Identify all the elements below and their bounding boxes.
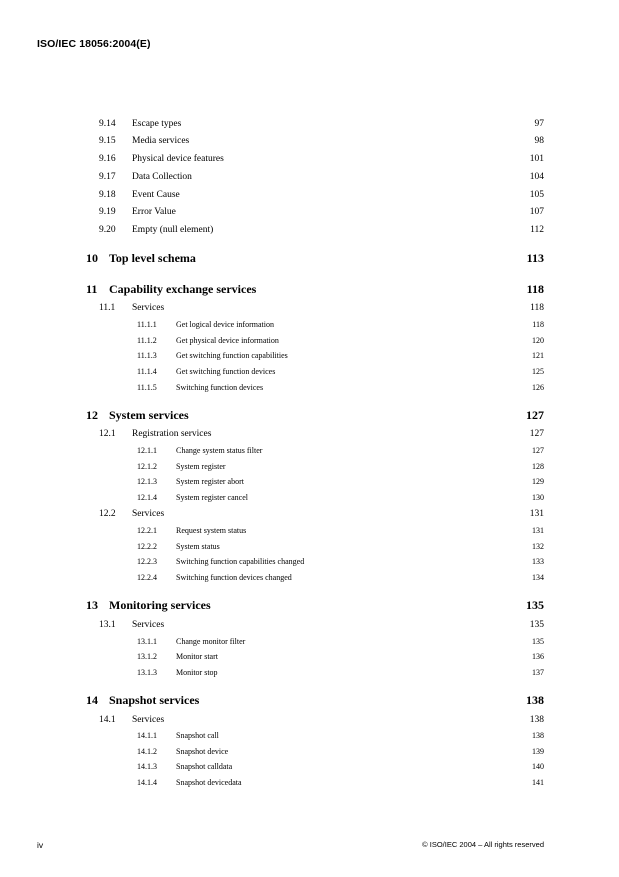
toc-entry-number: 14.1: [99, 715, 116, 725]
toc-chapter-title: Snapshot services: [109, 693, 200, 707]
toc-chapter-page: 118: [526, 282, 544, 296]
footer-page-number: iv: [37, 840, 44, 850]
toc-subentry-page: 141: [532, 778, 544, 787]
toc-chapter-title: System services: [109, 408, 189, 422]
toc-entry-title: Services: [132, 620, 165, 630]
toc-subentry-page: 128: [532, 462, 544, 471]
toc-entry-title: Services: [132, 509, 165, 519]
toc-entry-title: Services: [132, 715, 165, 725]
toc-subentry-page: 120: [532, 336, 544, 345]
toc-subentry-title: Snapshot calldata: [176, 762, 233, 771]
toc-subentry-number: 14.1.2: [137, 747, 157, 756]
toc-chapter-number: 10: [86, 251, 98, 265]
toc-subentry-page: 132: [532, 542, 544, 551]
document-header: ISO/IEC 18056:2004(E): [37, 38, 151, 50]
toc-chapter-page: 135: [526, 598, 544, 612]
toc-subentry-page: 125: [532, 367, 544, 376]
toc-subentry-page: 137: [532, 668, 544, 677]
toc-chapter-title: Top level schema: [109, 251, 196, 265]
toc-subentry-page: 139: [532, 747, 544, 756]
toc-entry-number: 9.14: [99, 119, 116, 129]
toc-chapter-number: 11: [86, 282, 98, 296]
toc-subentry-title: Get switching function capabilities: [176, 351, 288, 360]
toc-entry-title: Event Cause: [132, 190, 180, 200]
toc-subentry-number: 12.2.4: [137, 573, 157, 582]
toc-entry-page: 131: [529, 509, 544, 519]
toc-subentry-number: 12.1.3: [137, 477, 157, 486]
toc-entry-page: 104: [529, 172, 544, 182]
toc-chapter-number: 14: [86, 693, 98, 707]
toc-subentry-title: System register abort: [176, 477, 244, 486]
toc-entry-title: Data Collection: [132, 172, 192, 182]
toc-subentry-title: System register cancel: [176, 493, 248, 502]
toc-entry-number: 9.19: [99, 207, 116, 217]
toc-subentry-title: System register: [176, 462, 226, 471]
toc-chapter-number: 13: [86, 598, 98, 612]
toc-subentry-number: 11.1.3: [137, 351, 157, 360]
toc-subentry-number: 12.2.3: [137, 557, 157, 566]
toc-subentry-title: Switching function devices changed: [176, 573, 292, 582]
toc-entry-page: 135: [529, 620, 544, 630]
toc-subentry-number: 11.1.2: [137, 336, 157, 345]
toc-subentry-title: Change monitor filter: [176, 637, 246, 646]
toc-chapter-number: 12: [86, 408, 98, 422]
toc-entry-page: 138: [529, 715, 544, 725]
toc-subentry-number: 11.1.4: [137, 367, 157, 376]
toc-subentry-title: Snapshot device: [176, 747, 229, 756]
toc-entry-title: Empty (null element): [132, 225, 214, 235]
toc-entry-page: 101: [529, 154, 544, 164]
toc-subentry-title: Snapshot call: [176, 731, 219, 740]
toc-subentry-title: Get switching function devices: [176, 367, 276, 376]
toc-subentry-title: Get logical device information: [176, 320, 274, 329]
toc-entry-title: Media services: [132, 136, 190, 146]
toc-entry-page: 127: [529, 429, 544, 439]
toc-entry-number: 9.16: [99, 154, 116, 164]
toc-subentry-number: 13.1.2: [137, 652, 157, 661]
toc-subentry-page: 134: [532, 573, 544, 582]
toc-subentry-number: 11.1.1: [137, 320, 157, 329]
toc-entry-title: Services: [132, 303, 165, 313]
toc-entry-number: 9.15: [99, 136, 116, 146]
toc-subentry-title: Snapshot devicedata: [176, 778, 242, 787]
toc-subentry-title: Monitor stop: [176, 668, 218, 677]
toc-subentry-title: Request system status: [176, 526, 247, 535]
toc-chapter-page: 113: [526, 251, 544, 265]
toc-subentry-page: 130: [532, 493, 544, 502]
toc-subentry-title: System status: [176, 542, 220, 551]
toc-subentry-title: Monitor start: [176, 652, 218, 661]
toc-subentry-page: 131: [532, 526, 544, 535]
toc-subentry-page: 126: [532, 383, 544, 392]
toc-subentry-title: Change system status filter: [176, 446, 263, 455]
toc-subentry-number: 13.1.3: [137, 668, 157, 677]
toc-chapter-page: 127: [526, 408, 544, 422]
toc-subentry-page: 129: [532, 477, 544, 486]
toc-entry-title: Escape types: [132, 119, 182, 129]
toc-subentry-number: 12.1.4: [137, 493, 157, 502]
toc-subentry-page: 135: [532, 637, 544, 646]
toc-subentry-number: 12.1.1: [137, 446, 157, 455]
toc-chapter-title: Monitoring services: [109, 598, 211, 612]
toc-subentry-number: 13.1.1: [137, 637, 157, 646]
toc-subentry-number: 14.1.3: [137, 762, 157, 771]
toc-subentry-number: 11.1.5: [137, 383, 157, 392]
toc-chapter-page: 138: [526, 693, 544, 707]
toc-entry-page: 112: [530, 225, 544, 235]
toc-entry-page: 105: [529, 190, 544, 200]
toc-subentry-page: 138: [532, 731, 544, 740]
toc-entry-number: 11.1: [99, 303, 116, 313]
toc-entry-number: 9.20: [99, 225, 116, 235]
toc-subentry-number: 14.1.4: [137, 778, 157, 787]
toc-entry-page: 97: [534, 119, 544, 129]
toc-entry-page: 107: [529, 207, 544, 217]
toc-chapter-title: Capability exchange services: [109, 282, 257, 296]
toc-subentry-number: 12.2.1: [137, 526, 157, 535]
toc-entry-title: Error Value: [132, 207, 176, 217]
toc-entry-number: 13.1: [99, 620, 116, 630]
toc-subentry-number: 12.1.2: [137, 462, 157, 471]
toc-entry-page: 98: [534, 136, 544, 146]
toc-entry-number: 12.1: [99, 429, 116, 439]
toc-subentry-number: 12.2.2: [137, 542, 157, 551]
toc-subentry-page: 121: [532, 351, 544, 360]
toc-subentry-title: Switching function capabilities changed: [176, 557, 305, 566]
toc-subentry-page: 140: [532, 762, 544, 771]
toc-subentry-page: 136: [532, 652, 544, 661]
toc-entry-page: 118: [530, 303, 544, 313]
toc-entry-number: 9.18: [99, 190, 116, 200]
toc-entry-title: Physical device features: [132, 154, 224, 164]
toc-entry-number: 9.17: [99, 172, 116, 182]
toc-subentry-title: Get physical device information: [176, 336, 279, 345]
toc-subentry-page: 127: [532, 446, 544, 455]
toc-subentry-page: 118: [532, 320, 544, 329]
toc-entry-number: 12.2: [99, 509, 116, 519]
toc-entry-title: Registration services: [132, 429, 212, 439]
toc-subentry-page: 133: [532, 557, 544, 566]
toc-subentry-number: 14.1.1: [137, 731, 157, 740]
toc-subentry-title: Switching function devices: [176, 383, 264, 392]
footer-copyright: © ISO/IEC 2004 – All rights reserved: [422, 840, 544, 849]
